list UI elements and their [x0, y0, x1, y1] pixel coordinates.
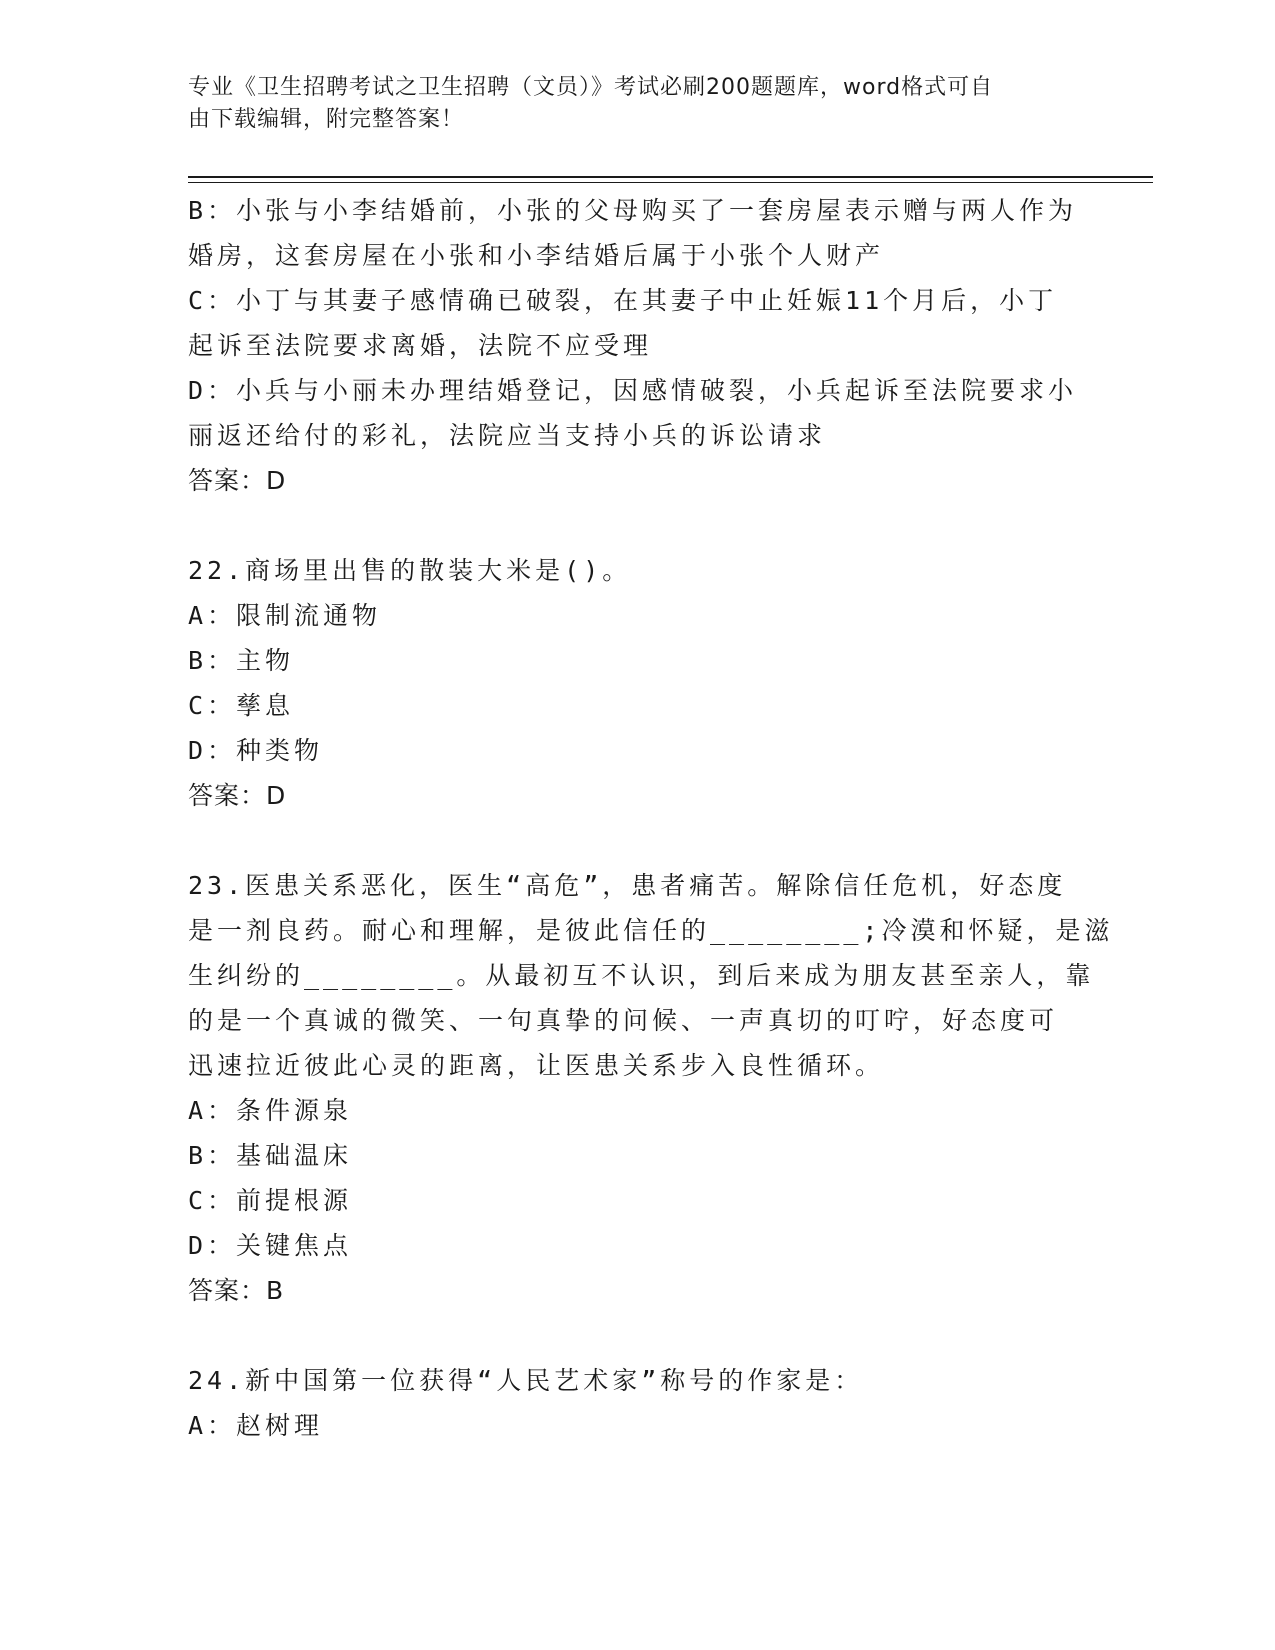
question-22-option-a: A：限制流通物: [188, 601, 382, 630]
question-24-option-a: A：赵树理: [188, 1411, 324, 1440]
option-b-line-2: 婚房，这套房屋在小张和小李结婚后属于小张个人财产: [188, 241, 885, 270]
question-23-stem-line-5: 迅速拉近彼此心灵的距离，让医患关系步入良性循环。: [188, 1051, 885, 1080]
document-header: [188, 72, 1088, 136]
option-c-line-2: 起诉至法院要求离婚，法院不应受理: [188, 331, 653, 360]
question-22-option-c: C：孳息: [188, 691, 295, 720]
option-d-line-2: 丽返还给付的彩礼，法院应当支持小兵的诉讼请求: [188, 421, 827, 450]
spacer: [188, 503, 1088, 548]
option-c-line-1: C：小丁与其妻子感情确已破裂，在其妻子中止妊娠11个月后，小丁: [188, 286, 1058, 315]
question-23: [188, 863, 1114, 1313]
header-divider-thick: [188, 176, 1153, 178]
question-24: [188, 1358, 1088, 1448]
answer-22: 答案：D: [188, 781, 287, 810]
answer-21: 答案：D: [188, 466, 287, 495]
question-22-option-b: B：主物: [188, 646, 295, 675]
question-23-option-b: B：基础温床: [188, 1141, 353, 1170]
question-22-stem: 22.商场里出售的散装大米是()。: [188, 556, 632, 585]
header-line-1: 专业《卫生招聘考试之卫生招聘（文员）》考试必刷200题题库，word格式可自: [188, 75, 994, 100]
question-22-option-d: D：种类物: [188, 736, 324, 765]
question-23-option-c: C：前提根源: [188, 1186, 353, 1215]
header-line-2: 由下载编辑，附完整答案！: [188, 107, 465, 132]
spacer: [188, 1313, 1088, 1358]
header-divider-thin: [188, 182, 1153, 183]
question-23-stem-line-3: 生纠纷的________。从最初互不认识，到后来成为朋友甚至亲人，靠: [188, 961, 1095, 990]
document-body: [188, 188, 1114, 1448]
question-23-stem-line-4: 的是一个真诚的微笑、一句真挚的问候、一声真切的叮咛，好态度可: [188, 1006, 1059, 1035]
option-d-line-1: D：小兵与小丽未办理结婚登记，因感情破裂，小兵起诉至法院要求小: [188, 376, 1078, 405]
question-23-stem-line-1: 23.医患关系恶化，医生“高危”，患者痛苦。解除信任危机，好态度: [188, 871, 1067, 900]
option-b-line-1: B：小张与小李结婚前，小张的父母购买了一套房屋表示赠与两人作为: [188, 196, 1078, 225]
question-23-option-a: A：条件源泉: [188, 1096, 353, 1125]
question-24-stem: 24.新中国第一位获得“人民艺术家”称号的作家是：: [188, 1366, 864, 1395]
question-21-tail: [188, 188, 1088, 503]
question-23-option-d: D：关键焦点: [188, 1231, 353, 1260]
answer-23: 答案：B: [188, 1276, 285, 1305]
spacer: [188, 818, 1088, 863]
question-23-stem-line-2: 是一剂良药。耐心和理解，是彼此信任的________;冷漠和怀疑，是滋: [188, 916, 1114, 945]
question-22: [188, 548, 1088, 818]
